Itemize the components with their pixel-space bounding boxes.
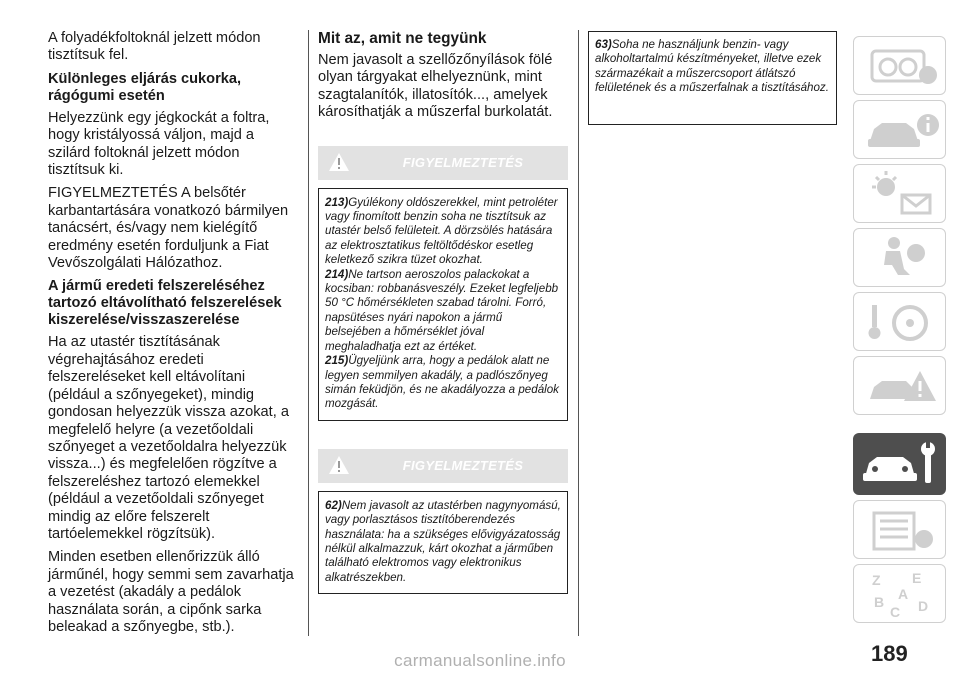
tab-car-info[interactable] bbox=[853, 100, 946, 159]
heading-what-not-to-do: Mit az, amit ne tegyünk bbox=[318, 30, 487, 47]
tab-emergency[interactable] bbox=[853, 356, 946, 415]
warning-header-2 bbox=[318, 449, 568, 483]
tab-warning-lights[interactable] bbox=[853, 164, 946, 223]
warning-triangle-icon bbox=[328, 455, 350, 475]
alphabet-index-icon bbox=[854, 565, 947, 624]
specs-list-icon bbox=[854, 501, 947, 560]
tab-starting-driving[interactable] bbox=[853, 292, 946, 351]
page-number: 189 bbox=[871, 641, 908, 666]
dashboard-gauges-icon bbox=[854, 37, 947, 96]
watermark: carmanualsonline.info bbox=[394, 651, 566, 670]
warning-box-1 bbox=[318, 188, 568, 421]
svg-text:E: E bbox=[912, 570, 922, 586]
warning-box-2 bbox=[318, 491, 568, 594]
car-wrench-icon bbox=[853, 433, 946, 495]
heading-removable-equipment: A jármű eredeti felszereléséhez tartozó eltávolítható felszerelések kiszerelése/visszaszerelése bbox=[48, 278, 282, 329]
airbag-passenger-icon bbox=[854, 229, 947, 288]
svg-text:Z: Z bbox=[872, 572, 881, 588]
tab-technical-data[interactable] bbox=[853, 500, 946, 559]
warning-item: 215)Ügyeljünk arra, hogy a pedálok alatt ne legyen semmilyen akadály, a padlószőnyeg simán feküdjön, és ne akadályozza a pedálok mozgását. bbox=[325, 354, 559, 411]
column-divider-1 bbox=[308, 30, 309, 636]
warning-item: 62)Nem javasolt az utastérben nagynyomású, vagy porlasztásos tisztítóberendezés használata: ha a szükséges elővigyázatosság nélkül alkalmazzuk, kárt okozhat a járműben található elektromos vagy elektronikus alkatrészekben. bbox=[325, 498, 561, 584]
chewing-gum-paragraph: Helyezzünk egy jégkockát a foltra, hogy kristályossá váljon, majd a szilárd foltoknál jelzett módon tisztítsuk ki. bbox=[48, 109, 270, 179]
svg-text:D: D bbox=[918, 598, 929, 614]
key-steering-wheel-icon bbox=[854, 293, 947, 352]
tab-dashboard[interactable] bbox=[853, 36, 946, 95]
warning-title-1: FIGYELMEZTETÉS bbox=[402, 154, 524, 170]
warning-item: 214)Ne tartson aeroszolos palackokat a kocsiban: robbanásveszély. Ezeket legfeljebb 50 °C hőmérsékleten szabad tárolni. Forró, napsütéses nyári napokon a jármű belsejében a hőmérséklet jóval meghaladhatja ezt az értéket. bbox=[325, 267, 559, 353]
tab-maintenance[interactable] bbox=[853, 433, 946, 495]
warning-item: 63)Soha ne használjunk benzin- vagy alkoholtartalmú készítményeket, illetve ezek származékait a műszercsoport átlátszó felületének és a műszerfalnak a tisztításához. bbox=[595, 38, 829, 95]
car-emergency-icon bbox=[854, 357, 947, 416]
warning-title-2: FIGYELMEZTETÉS bbox=[402, 457, 524, 473]
warning-box-3 bbox=[588, 31, 837, 125]
car-info-icon bbox=[854, 101, 947, 160]
column-divider-2 bbox=[578, 30, 579, 636]
warning-lights-envelope-icon bbox=[854, 165, 947, 224]
svg-text:B: B bbox=[874, 594, 885, 610]
warning-header-1 bbox=[318, 146, 568, 180]
tab-index[interactable] bbox=[853, 564, 946, 623]
tab-safety[interactable] bbox=[853, 228, 946, 287]
mats-paragraph: Ha az utastér tisztításának végrehajtásához eredeti felszereléseket kell eltávolítani (például a szőnyegeket), mindig gondosan helyezzük vissza azokat, a megfelelő helyre (a vezetőoldali szőnyeget a vezetőoldalra helyezzük vissza...) és megfelelően rögzítve a felszereléshez tartozó elemekkel (például a vezetőoldali szőnyeget mindig az előre felszerelt tartóelemekkel rögzítsük). bbox=[48, 334, 289, 542]
warning-triangle-icon bbox=[328, 152, 350, 172]
check-paragraph: Minden esetben ellenőrizzük álló járműnél, hogy semmi sem zavarhatja a vezetést (akadály a pedálok használata során, a cipőnk sarka beleakad a szőnyegbe, stb.). bbox=[48, 549, 294, 635]
column-1 bbox=[48, 30, 300, 642]
svg-text:A: A bbox=[898, 586, 909, 602]
dont-paragraph: Nem javasolt a szellőzőnyílások fölé olyan tárgyakat elhelyeznünk, mint szagtalanítók, illatosítók..., amelyek károsíthatják a műszerfal burkolatát. bbox=[318, 52, 553, 121]
column-2 bbox=[318, 30, 568, 594]
service-warning-paragraph: FIGYELMEZTETÉS A belsőtér karbantartására vonatkozó bármilyen tanácsért, és/vagy nem kielégítő eredmény esetén forduljunk a Fiat Vevőszolgálati Hálózathoz. bbox=[48, 185, 289, 272]
svg-text:C: C bbox=[890, 604, 901, 620]
warning-item: 213)Gyúlékony oldószerekkel, mint petroléter vagy finomított benzin soha ne tisztítsuk az utastér belső felületeit. A dörzsölés hatására az elektrosztatikus feltöltődéskor esetleg keletkező szikra tüzet okozhat. bbox=[325, 195, 558, 267]
intro-paragraph: A folyadékfoltoknál jelzett módon tisztítsuk fel. bbox=[48, 30, 261, 64]
heading-chewing-gum: Különleges eljárás cukorka, rágógumi esetén bbox=[48, 70, 242, 104]
